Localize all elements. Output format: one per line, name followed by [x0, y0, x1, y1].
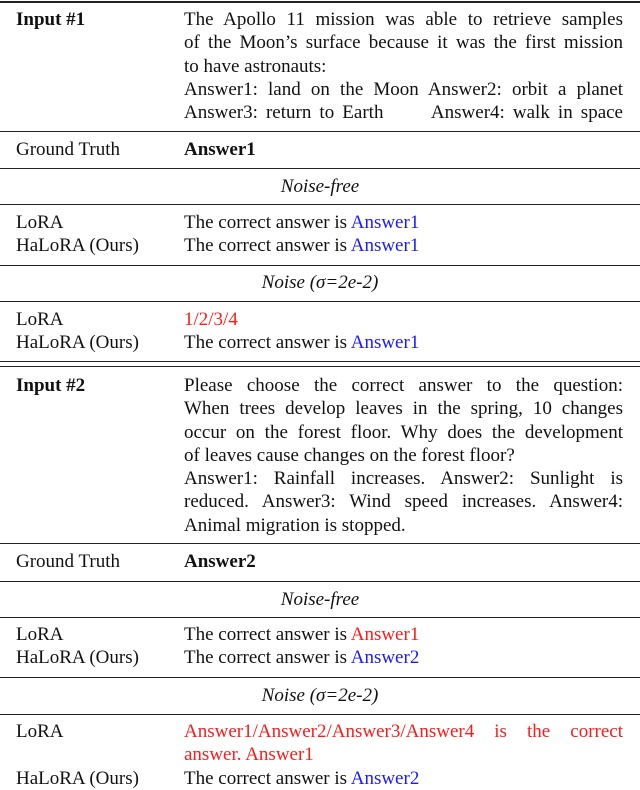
method-label: HaLoRA (Ours)	[16, 235, 139, 257]
divider	[0, 617, 640, 618]
divider	[0, 581, 640, 582]
noise-free-header: Noise-free	[280, 176, 360, 197]
input-line: Answer3: return to Earth Answer4: walk in space	[184, 102, 623, 124]
double-rule-bottom	[0, 366, 640, 367]
divider	[0, 265, 640, 266]
divider	[0, 168, 640, 169]
method-label: LoRA	[16, 624, 64, 645]
divider	[0, 131, 640, 132]
result: The correct answer is Answer2	[184, 767, 420, 789]
method-label: HaLoRA (Ours)	[16, 647, 139, 669]
result: The correct answer is Answer2	[184, 647, 420, 669]
input-line: Animal migration is stopped.	[184, 514, 406, 536]
input-line: of leaves cause changes on the forest floor?	[184, 444, 515, 466]
ground-truth-value: Answer2	[184, 551, 256, 572]
result: The correct answer is Answer1	[184, 332, 420, 354]
answer-correct: Answer2	[350, 767, 420, 789]
answer-wrong: 1/2/3/4	[184, 309, 238, 330]
method-label: LoRA	[16, 212, 64, 233]
ground-truth-value: Answer1	[184, 139, 256, 160]
ground-truth-label: Ground Truth	[16, 139, 120, 160]
input-2-text	[184, 374, 623, 537]
result: The correct answer is Answer1	[184, 235, 420, 257]
input-line: to have astronauts:	[184, 55, 327, 77]
ground-truth-label: Ground Truth	[16, 551, 120, 572]
result: The correct answer is Answer1	[184, 212, 420, 233]
double-rule-top	[0, 361, 640, 362]
input-line: Answer1: Rainfall increases. Answer2: Sunlight is	[184, 468, 623, 490]
input-1-label: Input #1	[16, 9, 86, 30]
input-line: of the Moon’s surface because it was the first mission	[184, 32, 623, 54]
input-line: When trees develop leaves in the spring, 10 changes	[184, 398, 623, 420]
input-line: occur on the forest floor. Why does the development	[184, 421, 623, 443]
input-line: Answer1: land on the Moon Answer2: orbit a planet	[184, 78, 623, 100]
divider	[0, 677, 640, 678]
input-line: reduced. Answer3: Wind speed increases. Answer4:	[184, 491, 623, 513]
input-line: Please choose the correct answer to the question:	[184, 375, 623, 396]
noise-header: Noise (σ=2e-2)	[261, 272, 379, 293]
method-label: HaLoRA (Ours)	[16, 767, 139, 789]
input-2-label: Input #2	[16, 375, 86, 396]
noise-header: Noise (σ=2e-2)	[261, 685, 379, 706]
answer-wrong: answer. Answer1	[184, 744, 314, 766]
answer-correct: Answer2	[350, 647, 420, 669]
method-label: HaLoRA (Ours)	[16, 332, 139, 354]
result: The correct answer is Answer1	[184, 624, 420, 645]
input-1-text	[184, 8, 623, 124]
answer-correct: Answer1	[350, 235, 420, 257]
top-rule	[0, 1, 640, 3]
method-label: LoRA	[16, 721, 64, 742]
answer-wrong: Answer1/Answer2/Answer3/Answer4 is the correct	[184, 721, 623, 742]
answer-correct: Answer1	[350, 332, 420, 354]
answer-correct: Answer1	[350, 212, 420, 233]
divider	[0, 301, 640, 302]
input-line: The Apollo 11 mission was able to retrieve samples	[184, 9, 623, 30]
divider	[0, 543, 640, 544]
divider	[0, 204, 640, 205]
noise-free-header: Noise-free	[280, 589, 360, 610]
method-label: LoRA	[16, 309, 64, 330]
divider	[0, 714, 640, 715]
answer-wrong: Answer1	[350, 624, 420, 645]
